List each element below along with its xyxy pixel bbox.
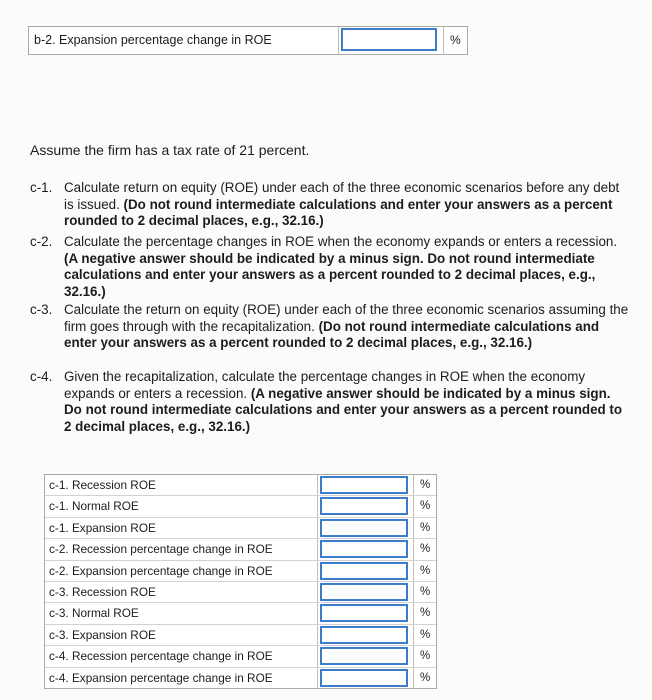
row-label: c-4. Recession percentage change in ROE (45, 646, 318, 666)
question-text: Calculate the percentage changes in ROE when the economy expands or enters a recession. (64, 234, 618, 249)
percent-unit: % (413, 518, 436, 538)
c2-recession-change-input[interactable] (320, 540, 408, 558)
question-number: c-4. (30, 369, 53, 384)
answer-table (44, 474, 437, 689)
table-row (45, 646, 436, 667)
c1-normal-roe-input[interactable] (320, 497, 408, 515)
c4-recession-change-input[interactable] (320, 647, 408, 665)
table-row (45, 539, 436, 560)
b2-expansion-input[interactable] (341, 28, 437, 51)
row-label: c-3. Expansion ROE (45, 625, 318, 645)
c2-expansion-change-input[interactable] (320, 562, 408, 580)
percent-unit: % (413, 561, 436, 581)
percent-unit: % (413, 668, 436, 688)
percent-unit: % (413, 496, 436, 516)
row-label: c-4. Expansion percentage change in ROE (45, 668, 318, 688)
c3-normal-roe-input[interactable] (320, 604, 408, 622)
percent-unit: % (443, 27, 467, 54)
tax-rate-statement: Assume the firm has a tax rate of 21 percent. (30, 142, 310, 158)
row-label: c-3. Normal ROE (45, 603, 318, 623)
table-row (45, 603, 436, 624)
question-instructions: (Do not round intermediate calculations and enter your answers as a percent rounded to 2 decimal places, e.g., 32.16.) (64, 196, 613, 229)
question-text: Calculate the return on equity (ROE) under each of the three economic scenarios assuming the firm goes through with the recapitalization. (64, 302, 629, 334)
table-row (45, 625, 436, 646)
question-instructions: (A negative answer should be indicated by a minus sign. Do not round intermediate calculations and enter your answers as a percent rounded to 2 decimal places, e.g., 32.16.) (64, 250, 596, 299)
table-row (45, 518, 436, 539)
row-label: c-1. Normal ROE (45, 496, 318, 516)
percent-unit: % (413, 646, 436, 666)
b2-expansion-label: b-2. Expansion percentage change in ROE (29, 27, 339, 54)
c1-recession-roe-input[interactable] (320, 476, 408, 494)
question-number: c-2. (30, 234, 53, 249)
row-label: c-1. Recession ROE (45, 475, 318, 495)
b2-answer-row (28, 26, 468, 55)
percent-unit: % (413, 603, 436, 623)
table-row (45, 561, 436, 582)
row-label: c-2. Recession percentage change in ROE (45, 539, 318, 559)
question-c1 (30, 180, 630, 230)
question-instructions: (A negative answer should be indicated by a minus sign. Do not round intermediate calculations and enter your answers as a percent rounded to 2 decimal places, e.g., 32.16.) (64, 385, 623, 434)
c3-expansion-roe-input[interactable] (320, 626, 408, 644)
table-row (45, 668, 436, 688)
question-text: Given the recapitalization, calculate the percentage changes in ROE when the economy expands or enters a recession. (64, 369, 586, 401)
row-label: c-2. Expansion percentage change in ROE (45, 561, 318, 581)
question-number: c-1. (30, 180, 53, 195)
table-row (45, 496, 436, 517)
question-text: Calculate return on equity (ROE) under each of the three economic scenarios before any debt is issued. (64, 180, 620, 212)
question-c2 (30, 234, 630, 300)
percent-unit: % (413, 539, 436, 559)
c3-recession-roe-input[interactable] (320, 583, 408, 601)
table-row (45, 475, 436, 496)
c1-expansion-roe-input[interactable] (320, 519, 408, 537)
question-number: c-3. (30, 302, 53, 317)
question-c3 (30, 302, 630, 352)
row-label: c-1. Expansion ROE (45, 518, 318, 538)
question-c4 (30, 369, 630, 435)
question-instructions: (Do not round intermediate calculations and enter your answers as a percent rounded to 2 decimal places, e.g., 32.16.) (64, 318, 600, 351)
percent-unit: % (413, 625, 436, 645)
row-label: c-3. Recession ROE (45, 582, 318, 602)
c4-expansion-change-input[interactable] (320, 669, 408, 687)
percent-unit: % (413, 475, 436, 495)
percent-unit: % (413, 582, 436, 602)
table-row (45, 582, 436, 603)
